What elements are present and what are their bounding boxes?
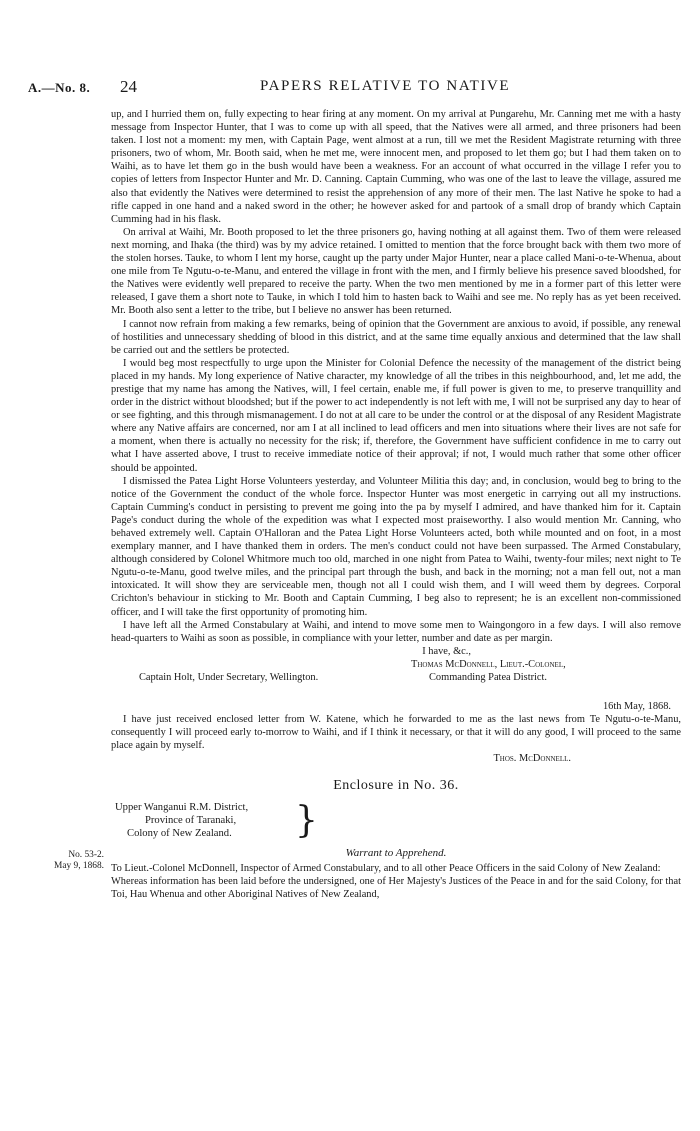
place-line: Upper Wanganui R.M. District, — [115, 801, 249, 813]
place-block — [111, 801, 681, 845]
margin-note-ref: No. 53-2. — [68, 850, 104, 860]
signature-block — [111, 645, 681, 684]
signature-position: Commanding Patea District. — [429, 671, 548, 683]
addressee: Captain Holt, Under Secretary, Wellington. — [139, 671, 319, 683]
page-number: 24 — [120, 77, 137, 96]
place-line: Colony of New Zealand. — [127, 827, 232, 839]
paragraph: I dismissed the Patea Light Horse Volunteers yesterday, and Volunteer Militia this day; and, in conclusion, would beg to bring to the notice of the Government the conduct of the whole force. Inspector Hunter was most energetic in carrying out all my instructions. Captain Cumming's conduct in persisting to prevent me going into the pa by myself I admired, and have thanked him for it. Captain Page's conduct during the whole of the expedition was what I expected most praiseworthy. I also would mention Mr. Canning, who behaved extremely well. Captain O'Halloran and the Patea Light Horse Volunteers acted, both while mounted and on foot, in a most exemplary manner, and I have thanked them in orders. The men's conduct could not have been surpassed. The Armed Constabulary, although considered by Colonel Whitmore much too old, marched in one night from Patea to Waihi, twenty-four miles; next night to Te Ngutu-o-te-Manu, good twelve miles, and the principal part through the bush, and back in the morning; not a man fell out, not a man intoxicated. It will show they are serviceable men, though not all I could wish them, and I will weed them by degrees. Corporal Crichton's behaviour in sticking to Mr. Booth and Captain Cumming, I beg also to represent; he is an excellent non-commissioned officer, and I will take the first opportunity of promoting him. — [111, 475, 681, 618]
paragraph: I cannot now refrain from making a few remarks, being of opinion that the Government are anxious to avoid, if possible, any renewal of hostilities and unnecessary shedding of blood in this district, and at the same time equally anxious and determined that the law shall be carried out and the settlers be protected. — [111, 318, 681, 356]
brace-glyph: } — [295, 799, 318, 841]
enclosure-heading: Enclosure in No. 36. — [333, 778, 459, 794]
series-number: A.—No. 8. — [28, 80, 91, 95]
paragraph: I have left all the Armed Constabulary at Waihi, and intend to move some men to Waingongoro in a few days. I will also remove head-quarters to Waihi as soon as possible, in compliance with your letter, number and date as per margin. — [111, 619, 681, 644]
running-title: PAPERS RELATIVE TO NATIVE — [260, 78, 511, 94]
margin-note — [48, 850, 104, 872]
margin-note-date: May 9, 1868. — [54, 861, 104, 871]
postscript-date: 16th May, 1868. — [602, 700, 671, 712]
signature-closing: I have, &c., — [422, 645, 471, 657]
paragraph: On arrival at Waihi, Mr. Booth proposed to let the three prisoners go, having nothing at all against them. Two of them were released next morning, and Ihaka (the third) was by my advice retained. I omitted to mention that the force brought back with them two more of the stolen horses. Tauke, to whom I lent my horse, caught up the party under Major Hunter, near a place called Mani-o-te-Whenua, about one mile from Te Ngutu-o-te-Manu, and entered the village in front with the men, and I firmly believe his presence saved bloodshed, for the Natives were evidently well prepared to receive the party. When the two men mentioned by me in a former part of this letter were released, I gave them a short note to Tauke, in which I told him to hasten back to Waihi and see me. No reply has as yet been received. Mr. Booth also sent a letter to the tribe, but I believe no answer has been returned. — [111, 226, 681, 317]
paragraph: I would beg most respectfully to urge upon the Minister for Colonial Defence the necessity of the management of the district being placed in my hands. My long experience of Native character, my knowledge of all the tribes in this neighbourhood, and, let me add, the prestige that my name has among the Natives, will, I feel certain, enable me, if full power is given to me, to preserve tranquillity and order in the district without bloodshed; but if the power to act independently is not left with me, I will not be surprised any day to hear of or see fighting, and this through mismanagement. I do not at all care to be under the control or at the disposal of any Resident Magistrate where any Native affairs are concerned, nor am I at all inclined to lead officers and men into situations where their lives are not safe for a moment, when there is actually no necessity for the risk; if, therefore, the Government have sufficient confidence in me to carry out what I have asserted above, I trust to receive immediate notice of their approval; if not, I would much rather that some other officer should be appointed. — [111, 357, 681, 474]
paragraph: up, and I hurried them on, fully expecting to hear firing at any moment. On my arrival at Pungarehu, Mr. Canning met me with a hasty message from Inspector Hunter, that I was to come up with all speed, that the Natives were all armed, and three prisoners had been taken. I lost not a moment: my men, with Captain Page, went almost at a run, till we met the Resident Magistrate returning with three prisoners, two of whom, Mr. Booth said, when he met me, were innocent men, and proposed to let them go; but I had them taken on to Waihi, as to have let them go in the bush would have been a weakness. For an account of what occurred in the village I refer you to copies of letters from Inspector Hunter and Mr. D. Canning. Captain Cumming, who was one of the last to leave the village, assured me also that evidently the Natives were determined to resist the apprehension of any more of their men. The last Native he spoke to had a rifle capped in one hand and a naked sword in the other; he however asked for and partook of a small drop of brandy which Captain Cumming had in his flask. — [111, 109, 681, 225]
warrant-addressee: To Lieut.-Colonel McDonnell, Inspector of Armed Constabulary, and to all other Peace Officers in the said Colony of New Zealand: — [111, 862, 661, 874]
warrant-title: Warrant to Apprehend. — [345, 846, 447, 859]
warrant-whereas: Whereas information has been laid before the undersigned, one of Her Majesty's Justices of the Peace in and for the said Colony, for that Toi, Hau Whenua and other Aboriginal Natives of New Zealand, — [111, 875, 681, 900]
signature-name: Thomas McDonnell, Lieut.-Colonel, — [411, 658, 566, 670]
place-line: Province of Taranaki, — [145, 814, 237, 826]
postscript-text: I have just received enclosed letter from W. Katene, which he forwarded to me as the last news from Te Ngutu-o-te-Manu, consequently I will proceed early to-morrow to Waihi, and if I think it necessary, or that it will do any good, I will proceed to the same place again by myself. — [111, 714, 681, 752]
body-text — [111, 108, 681, 901]
postscript-signature: Thos. McDonnell. — [493, 753, 571, 765]
